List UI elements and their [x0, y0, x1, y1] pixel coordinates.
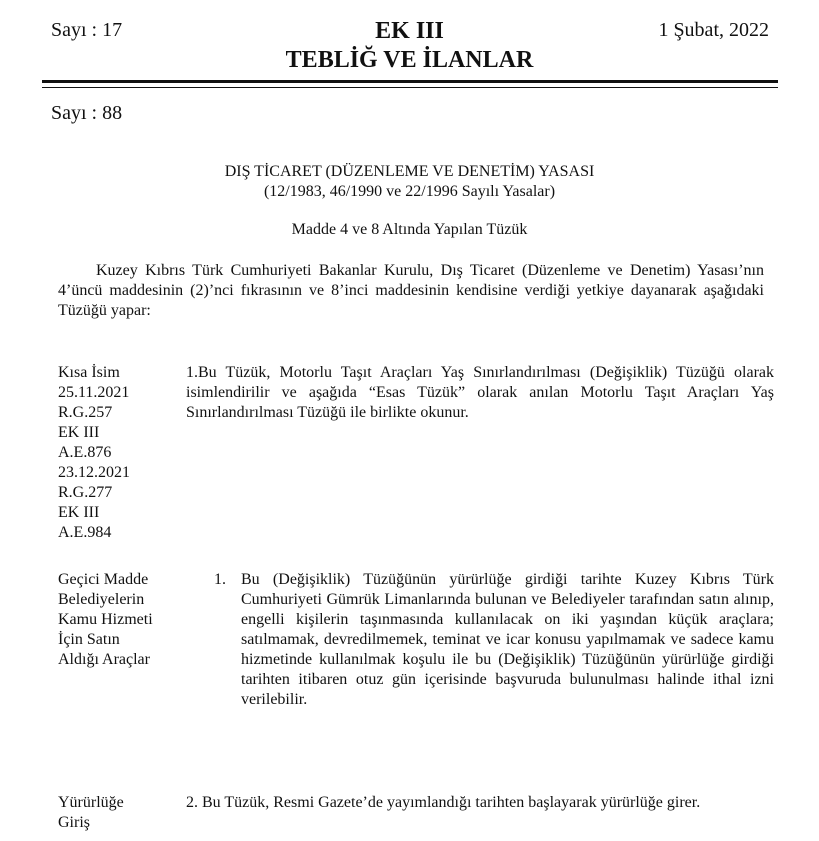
- entry-into-force-side-note: [58, 793, 188, 833]
- short-title-text: 1.Bu Tüzük, Motorlu Taşıt Araçları Yaş Sınırlandırılması (Değişiklik) Tüzüğü olarak isimlendirilir ve aşağıda “Esas Tüzük” olarak anılan Motorlu Taşıt Araçları Yaş Sınırlandırılması Tüzüğü ile birlikte okunur.: [186, 364, 774, 421]
- temporary-article-number: 1.: [214, 571, 226, 588]
- side-note-line: Aldığı Araçlar: [58, 651, 150, 668]
- temporary-article-text: Bu (Değişiklik) Tüzüğünün yürürlüğe girdiği tarihte Kuzey Kıbrıs Türk Cumhuriyeti Gümrük Limanlarında bulunan ve Belediyeler tarafından satın alınıp, engelli kişilerin taşınmasında kullanılacak on iki yaşından küçük araçlara; satılmamak, devredilmemek, teminat ve icar konusu yapılmamak ve sadece kamu hizmetinde kullanılmak koşulu ile bu (Değişiklik) Tüzüğünün yürürlüğe girdiği tarihten itibaren otuz gün içerisinde başvuruda bulunulması halinde ithal izni verilebilir.: [241, 571, 774, 708]
- side-note-line: EK III: [58, 504, 100, 521]
- side-note-line: İçin Satın: [58, 631, 120, 648]
- preamble-paragraph: [58, 261, 764, 321]
- header-annex: EK III: [375, 18, 444, 44]
- temporary-article-side-note: [58, 570, 188, 670]
- law-references: (12/1983, 46/1990 ve 22/1996 Sayılı Yasalar): [263, 183, 556, 200]
- entry-into-force-text: 2. Bu Tüzük, Resmi Gazete’de yayımlandığı tarihten başlayarak yürürlüğe girer.: [186, 794, 701, 811]
- side-note-line: R.G.257: [58, 404, 113, 421]
- notice-number: Sayı : 88: [51, 102, 123, 124]
- side-note-line: Kamu Hizmeti: [58, 611, 153, 628]
- side-note-line: R.G.277: [58, 484, 113, 501]
- side-note-line: Belediyelerin: [58, 591, 145, 608]
- header-rule-thick: [42, 80, 778, 83]
- header-section-title: TEBLİĞ VE İLANLAR: [285, 47, 534, 73]
- side-note-line: Kısa İsim: [58, 364, 120, 381]
- preamble-text: Kuzey Kıbrıs Türk Cumhuriyeti Bakanlar Kurulu, Dış Ticaret (Düzenleme ve Denetim) Yasası’nın 4’üncü maddesinin (2)’nci fıkrasının ve 8’inci maddesinin kendisine verdiği yetkiye dayanarak aşağıdaki Tüzüğü yapar:: [58, 262, 764, 319]
- header-date: 1 Şubat, 2022: [658, 19, 769, 41]
- header-rule-thin: [42, 87, 778, 88]
- side-note-line: Giriş: [58, 814, 90, 831]
- side-note-line: 23.12.2021: [58, 464, 130, 481]
- side-note-line: 25.11.2021: [58, 384, 130, 401]
- side-note-line: EK III: [58, 424, 100, 441]
- side-note-line: Geçici Madde: [58, 571, 149, 588]
- side-note-line: Yürürlüğe: [58, 794, 124, 811]
- law-title: DIŞ TİCARET (DÜZENLEME VE DENETİM) YASASI: [224, 163, 595, 180]
- header-issue-number: Sayı : 17: [51, 19, 123, 41]
- regulation-heading: Madde 4 ve 8 Altında Yapılan Tüzük: [291, 221, 528, 238]
- side-note-line: A.E.984: [58, 524, 112, 541]
- short-title-side-note: [58, 363, 188, 543]
- side-note-line: A.E.876: [58, 444, 112, 461]
